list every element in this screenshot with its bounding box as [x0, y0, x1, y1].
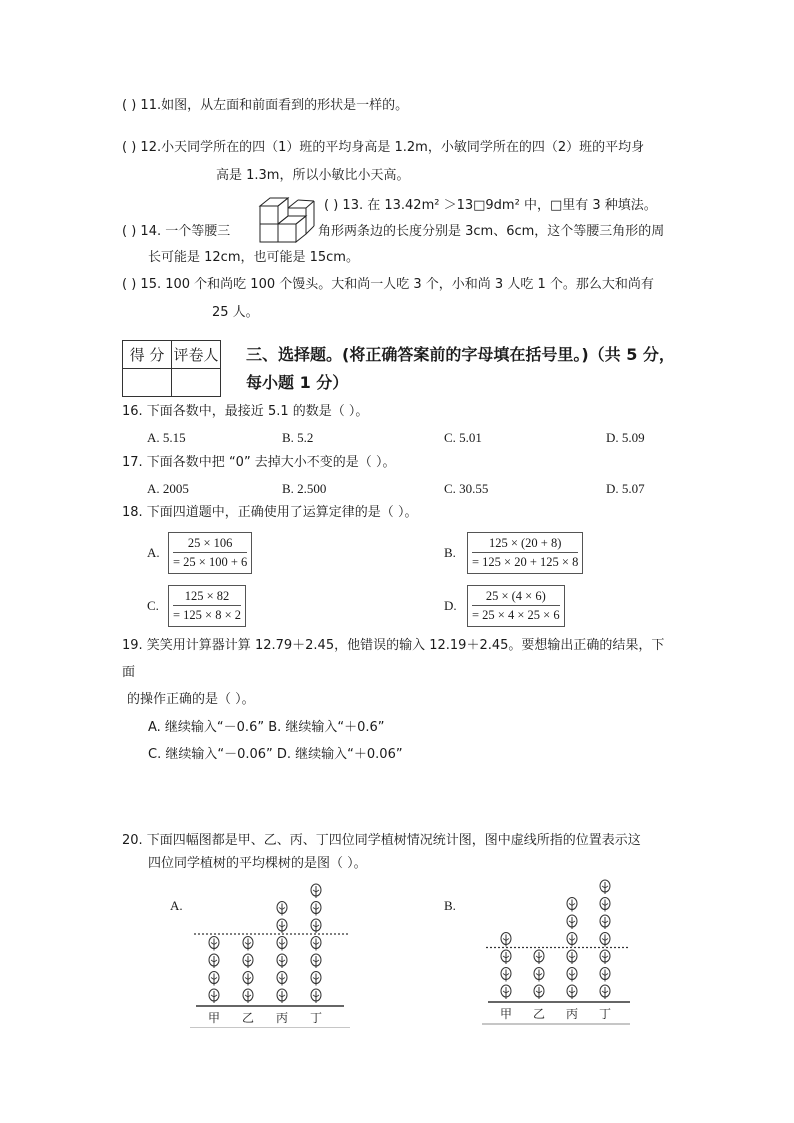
pictograph-column	[501, 933, 511, 1000]
question-text: 15. 100 个和尚吃 100 个馒头。大和尚一人吃 3 个，小和尚 3 人吃 1 个。那么大和尚有	[140, 277, 654, 292]
q18-option-b-label[interactable]: B.	[444, 545, 456, 560]
q18-option-a-label[interactable]: A.	[147, 545, 160, 560]
formula-line2: = 125 × 20 + 125 × 8	[472, 552, 578, 571]
tree-icon	[243, 937, 253, 951]
tree-icon	[311, 919, 321, 933]
q15	[122, 277, 654, 293]
formula-line1: 125 × 82	[184, 589, 230, 603]
q14-line2: 长可能是 12cm，也可能是 15cm。	[148, 250, 359, 265]
tree-icon	[311, 989, 321, 1003]
tree-icon	[567, 933, 577, 947]
tree-icon	[277, 989, 287, 1003]
pictograph-chart-a	[190, 876, 350, 1028]
chart-a-label[interactable]: A.	[170, 898, 183, 913]
answer-paren[interactable]: ( )	[122, 277, 137, 292]
q17-stem: 17. 下面各数中把 “0” 去掉大小不变的是（ ）。	[122, 455, 396, 470]
grader-label: 评卷人	[172, 341, 221, 369]
q19-line3: 的操作正确的是（ ）。	[127, 692, 255, 707]
question-text: 13. 在 13.42m² ＞13□9dm² 中，□里有 3 种填法。	[342, 198, 657, 213]
question-text: 11.如图，从左面和前面看到的形状是一样的。	[140, 98, 409, 113]
tree-icon	[600, 915, 610, 929]
q17-option-a[interactable]: A. 2005	[147, 481, 189, 496]
q14-text-b: 角形两条边的长度分别是 3cm、6cm，这个等腰三角形的周	[318, 224, 665, 239]
question-text: 14. 一个等腰三	[140, 224, 231, 239]
q19-line1: 19. 笑笑用计算器计算 12.79＋2.45，他错误的输入 12.19＋2.45。要想输出正确的结果，下	[122, 638, 665, 653]
answer-paren[interactable]: ( )	[122, 140, 137, 155]
q18-stem: 18. 下面四道题中，正确使用了运算定律的是（ ）。	[122, 505, 418, 520]
pictograph-column	[243, 937, 253, 1004]
tree-icon	[567, 915, 577, 929]
q19-options-cd[interactable]: C. 继续输入“－0.06” D. 继续输入“＋0.06”	[148, 747, 403, 762]
tree-icon	[567, 985, 577, 999]
formula-line1: 25 × 106	[187, 536, 233, 550]
answer-paren[interactable]: ( )	[122, 98, 137, 113]
tree-icon	[311, 902, 321, 916]
category-label: 丙	[565, 1007, 579, 1021]
tree-icon	[567, 898, 577, 912]
q18-option-c-label[interactable]: C.	[147, 598, 159, 613]
answer-paren[interactable]: ( )	[122, 224, 137, 239]
formula-line2: = 125 × 8 × 2	[173, 605, 241, 624]
category-label: 丁	[309, 1011, 323, 1025]
score-table	[122, 340, 221, 397]
tree-icon	[209, 937, 219, 951]
tree-icon	[600, 933, 610, 947]
q19-line2: 面	[122, 665, 136, 680]
tree-icon	[209, 954, 219, 968]
tree-icon	[501, 985, 511, 999]
q18-option-b-formula	[467, 532, 583, 574]
q18-option-c-formula	[168, 585, 246, 627]
category-label: 乙	[241, 1011, 255, 1025]
q19-options-ab[interactable]: A. 继续输入“－0.6” B. 继续输入“＋0.6”	[148, 720, 385, 735]
q13	[324, 198, 657, 214]
pictograph-column	[534, 950, 544, 999]
score-cell[interactable]	[123, 369, 172, 397]
q18-option-d-formula	[467, 585, 565, 627]
section-3-title: 三、选择题。(将正确答案前的字母填在括号里。)（共 5 分，每小题 1 分）	[246, 345, 675, 392]
q11	[122, 98, 408, 114]
category-label: 丙	[275, 1011, 289, 1025]
q16-option-d[interactable]: D. 5.09	[606, 430, 645, 445]
formula-line1: 25 × (4 × 6)	[485, 589, 546, 603]
q12-line2: 高是 1.3m，所以小敏比小天高。	[216, 168, 410, 183]
tree-icon	[277, 954, 287, 968]
tree-icon	[600, 950, 610, 964]
tree-icon	[600, 898, 610, 912]
pictograph-column	[277, 902, 287, 1004]
q16-option-c[interactable]: C. 5.01	[444, 430, 482, 445]
formula-line2: = 25 × 4 × 25 × 6	[472, 605, 560, 624]
tree-icon	[567, 950, 577, 964]
q18-option-a-formula	[168, 532, 252, 574]
q17-option-d[interactable]: D. 5.07	[606, 481, 645, 496]
tree-icon	[209, 989, 219, 1003]
tree-icon	[243, 989, 253, 1003]
tree-icon	[501, 950, 511, 964]
formula-line1: 125 × (20 + 8)	[488, 536, 562, 550]
tree-icon	[311, 937, 321, 951]
pictograph-column	[600, 880, 610, 999]
tree-icon	[501, 933, 511, 947]
tree-icon	[501, 968, 511, 982]
tree-icon	[243, 954, 253, 968]
q14	[122, 224, 230, 240]
pictograph-column	[209, 937, 219, 1004]
category-label: 丁	[598, 1007, 612, 1021]
category-label: 甲	[207, 1011, 221, 1025]
tree-icon	[243, 972, 253, 986]
pictograph-chart-b	[470, 872, 630, 1028]
question-text: 12.小天同学所在的四（1）班的平均身高是 1.2m，小敏同学所在的四（2）班的平均身	[140, 140, 645, 155]
q12	[122, 140, 644, 156]
q16-option-a[interactable]: A. 5.15	[147, 430, 186, 445]
formula-line2: = 25 × 100 + 6	[173, 552, 247, 571]
tree-icon	[277, 937, 287, 951]
q16-option-b[interactable]: B. 5.2	[282, 430, 314, 445]
q20-line1: 20. 下面四幅图都是甲、乙、丙、丁四位同学植树情况统计图，图中虚线所指的位置表示这	[122, 833, 641, 848]
q16-stem: 16. 下面各数中，最接近 5.1 的数是（ ）。	[122, 404, 369, 419]
tree-icon	[277, 972, 287, 986]
category-label: 甲	[499, 1007, 513, 1021]
tree-icon	[600, 880, 610, 894]
tree-icon	[600, 968, 610, 982]
tree-icon	[277, 919, 287, 933]
grader-cell[interactable]	[172, 369, 221, 397]
q17-option-b[interactable]: B. 2.500	[282, 481, 327, 496]
chart-b-label[interactable]: B.	[444, 898, 456, 913]
tree-icon	[534, 950, 544, 964]
tree-icon	[277, 902, 287, 916]
tree-icon	[534, 985, 544, 999]
tree-icon	[567, 968, 577, 982]
tree-icon	[209, 972, 219, 986]
pictograph-column	[311, 884, 321, 1003]
q17-option-c[interactable]: C. 30.55	[444, 481, 489, 496]
q20-line2: 四位同学植树的平均棵树的是图（ ）。	[148, 856, 367, 871]
category-label: 乙	[532, 1007, 546, 1021]
cube-stack-figure	[258, 196, 316, 246]
pictograph-column	[567, 898, 577, 1000]
tree-icon	[600, 985, 610, 999]
tree-icon	[534, 968, 544, 982]
answer-paren[interactable]: ( )	[324, 198, 339, 213]
tree-icon	[311, 954, 321, 968]
tree-icon	[311, 972, 321, 986]
tree-icon	[311, 884, 321, 898]
q18-option-d-label[interactable]: D.	[444, 598, 457, 613]
q15-line2: 25 人。	[212, 305, 259, 320]
score-label: 得 分	[123, 341, 172, 369]
